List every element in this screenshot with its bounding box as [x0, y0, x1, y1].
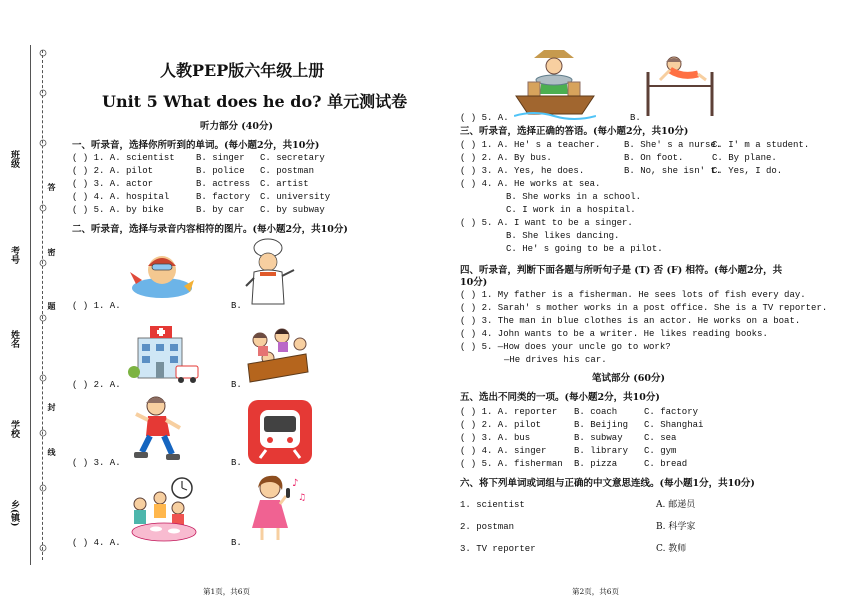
seal-char-seal: 封: [47, 403, 57, 411]
q1-item-4-b: B. factory: [196, 192, 251, 202]
q2-item-5-label: ( ) 5. A.: [460, 113, 509, 123]
q1-item-1-c: C. secretary: [260, 153, 325, 163]
q6-left-item-3: 3. TV reporter: [460, 544, 536, 554]
written-section-heading: 笔试部分 (60分): [592, 373, 666, 384]
q1-item-4-a: ( ) 4. A. hospital: [72, 192, 170, 202]
q5-item-3-b: B. subway: [574, 433, 623, 443]
q3-item-2-a: ( ) 2. A. By bus.: [460, 153, 552, 163]
pilot-plane-picture: [128, 246, 196, 304]
q2-item-4-b-label: B.: [231, 538, 242, 548]
q2-item-4-label: ( ) 4. A.: [72, 538, 121, 548]
q3-item-5-a: ( ) 5. A. I want to be a singer.: [460, 218, 633, 228]
right-page-footer: 第2页，共6页: [572, 587, 620, 596]
q2-item-2-label: ( ) 2. A.: [72, 380, 121, 390]
q3-item-2-c: C. By plane.: [712, 153, 777, 163]
classroom-picture: [244, 324, 310, 384]
listening-section-heading: 听力部分 (40分): [200, 121, 274, 132]
q4-item-4: ( ) 4. John wants to be a writer. He likes reading books.: [460, 329, 768, 339]
q5-item-5-b: B. pizza: [574, 459, 618, 469]
roller-skating-boy-picture: [132, 394, 184, 466]
q6-right-item-a: A. 邮递员: [656, 500, 696, 510]
q1-item-4-c: C. university: [260, 192, 331, 202]
q5-item-2-a: ( ) 2. A. pilot: [460, 420, 542, 430]
q5-item-5-a: ( ) 5. A. fisherman: [460, 459, 563, 469]
q3-item-3-c: C. Yes, I do.: [712, 166, 783, 176]
q2-item-3-b-label: B.: [231, 458, 242, 468]
q4-heading-line1: 四、听录音，判断下面各题与所听句子是 (T) 否 (F) 相符。(每小题2分，共: [460, 265, 783, 276]
q3-item-5-b: B. She likes dancing.: [506, 231, 620, 241]
q4-item-3: ( ) 3. The man in blue clothes is an actor. He works on a boat.: [460, 316, 801, 326]
seal-char-secret: 密: [47, 248, 57, 256]
q5-item-3-c: C. sea: [644, 433, 677, 443]
q3-heading: 三、听录音，选择正确的答语。(每小题2分，共10分): [460, 126, 689, 137]
hospital-picture: [128, 322, 200, 386]
q2-item-2-b-label: B.: [231, 380, 242, 390]
q6-right-item-b: B. 科学家: [656, 522, 696, 532]
q3-item-4-b: B. She works in a school.: [506, 192, 642, 202]
q1-item-3-b: B. actress: [196, 179, 251, 189]
q1-heading: 一、听录音，选择你所听到的单词。(每小题2分，共10分): [72, 140, 320, 151]
q4-item-5-reply: —He drives his car.: [504, 355, 607, 365]
page-subtitle: Unit 5 What does he do? 单元测试卷: [102, 92, 408, 111]
q1-item-5-b: B. by car: [196, 205, 245, 215]
q3-item-1-c: C. I' m a student.: [712, 140, 810, 150]
exam-number-label: 考号: [9, 246, 19, 264]
q5-item-1-a: ( ) 1. A. reporter: [460, 407, 558, 417]
q5-heading: 五、选出不同类的一项。(每小题2分，共10分): [460, 392, 660, 403]
class-label: 班级: [9, 150, 19, 168]
q6-left-item-2: 2. postman: [460, 522, 515, 532]
q1-item-2-c: C. postman: [260, 166, 315, 176]
seal-char-answer: 答: [47, 183, 57, 191]
q1-item-5-c: C. by subway: [260, 205, 325, 215]
q5-item-3-a: ( ) 3. A. bus: [460, 433, 531, 443]
q3-item-1-b: B. She' s a nurse.: [624, 140, 722, 150]
q3-item-1-a: ( ) 1. A. He' s a teacher.: [460, 140, 601, 150]
q5-item-2-b: B. Beijing: [574, 420, 629, 430]
q4-heading-line2: 10分): [460, 277, 488, 288]
q6-right-item-c: C. 教师: [656, 544, 687, 554]
q2-heading: 二、听录音，选择与录音内容相符的图片。(每小题2分，共10分): [72, 224, 348, 235]
q6-heading: 六、将下列单词或词组与正确的中文意思连线。(每小题1分，共10分): [460, 478, 755, 489]
q3-item-4-c: C. I work in a hospital.: [506, 205, 636, 215]
svg-text:♫: ♫: [298, 493, 307, 503]
page-title: 人教PEP版六年级上册: [160, 61, 325, 80]
q1-item-1-a: ( ) 1. A. scientist: [72, 153, 175, 163]
chef-picture: [244, 238, 296, 308]
q1-item-1-b: B. singer: [196, 153, 245, 163]
q5-item-4-b: B. library: [574, 446, 629, 456]
q1-item-5-a: ( ) 5. A. by bike: [72, 205, 164, 215]
q2-item-5-b-label: B.: [630, 113, 641, 123]
school-label: 学校: [9, 420, 19, 438]
svg-text:♪: ♪: [292, 478, 299, 489]
q3-item-4-a: ( ) 4. A. He works at sea.: [460, 179, 601, 189]
underline-line: [30, 45, 31, 565]
high-jump-picture: [640, 52, 720, 118]
q3-item-3-b: B. No, she isn' t.: [624, 166, 722, 176]
q2-item-3-label: ( ) 3. A.: [72, 458, 121, 468]
q4-item-5: ( ) 5. —How does your uncle go to work?: [460, 342, 671, 352]
q4-item-2: ( ) 2. Sarah' s mother works in a post office. She is a TV reporter.: [460, 303, 828, 313]
fisherman-boat-picture: [514, 46, 596, 120]
q5-item-2-c: C. Shanghai: [644, 420, 704, 430]
q5-item-4-a: ( ) 4. A. singer: [460, 446, 547, 456]
q3-item-2-b: B. On foot.: [624, 153, 684, 163]
q1-item-2-b: B. police: [196, 166, 245, 176]
q1-item-3-a: ( ) 3. A. actor: [72, 179, 154, 189]
seal-char-line: 线: [47, 448, 57, 456]
q3-item-3-a: ( ) 3. A. Yes, he does.: [460, 166, 585, 176]
left-page-footer: 第1页，共6页: [203, 587, 251, 596]
singer-girl-picture: [246, 474, 308, 546]
seal-char-question: 题: [47, 302, 57, 310]
family-dinner-picture: [126, 476, 202, 546]
q6-left-item-1: 1. scientist: [460, 500, 525, 510]
q5-item-4-c: C. gym: [644, 446, 677, 456]
q1-item-2-a: ( ) 2. A. pilot: [72, 166, 154, 176]
town-label: 乡(镇): [9, 500, 19, 527]
name-label: 姓名: [9, 330, 19, 348]
q1-item-3-c: C. artist: [260, 179, 309, 189]
q2-item-1-b-label: B.: [231, 301, 242, 311]
binding-circles: [38, 48, 48, 563]
q2-item-1-label: ( ) 1. A.: [72, 301, 121, 311]
q3-item-5-c: C. He' s going to be a pilot.: [506, 244, 663, 254]
q5-item-5-c: C. bread: [644, 459, 688, 469]
q5-item-1-b: B. coach: [574, 407, 618, 417]
subway-picture: [248, 400, 312, 464]
q4-item-1: ( ) 1. My father is a fisherman. He sees lots of fish every day.: [460, 290, 806, 300]
q5-item-1-c: C. factory: [644, 407, 699, 417]
